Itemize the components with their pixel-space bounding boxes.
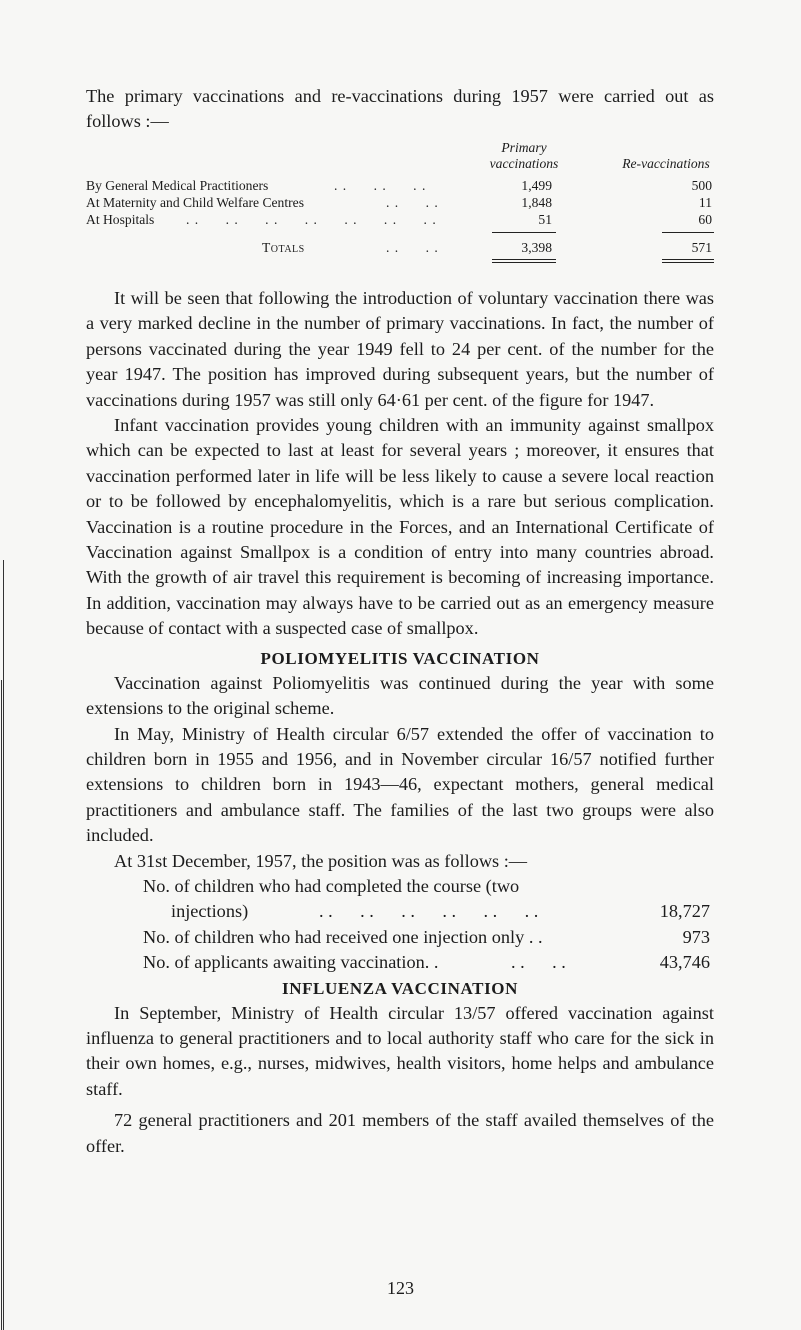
subtotal-rule-primary bbox=[492, 232, 556, 233]
totals-row bbox=[86, 239, 714, 256]
stat-line: injections) . . . . . . . . . . . . 18,727 bbox=[143, 899, 714, 924]
revacc-value: 60 bbox=[698, 212, 712, 227]
page-number: 123 bbox=[387, 1278, 414, 1298]
polio-paragraph-2: In May, Ministry of Health circular 6/57 extended the offer of vaccination to children born in 1955 and 1956, and in November circular 16/57 notified further extensions to children born in 1943—46, expectant mothers, general medical practitioners and ambulance staff. The families of the last two groups were also included. bbox=[86, 723, 714, 846]
row-label: At Maternity and Child Welfare Centres bbox=[86, 195, 304, 210]
stat-line: No. of applicants awaiting vaccination. . . . . . 43,746 bbox=[143, 950, 714, 975]
paragraph-decline: It will be seen that following the introduction of voluntary vaccination there was a very marked decline in the number of primary vaccinations. In fact, the number of persons vaccinated during the year 1949 fell to 24 per cent. of the number for the year 1947. The position has improved during subsequent years, but the number of vaccinations during 1957 was still only 64·61 per cent. of the figure for 1947. bbox=[86, 288, 714, 410]
table-row bbox=[86, 194, 714, 211]
leader-dots: . . . . bbox=[386, 240, 439, 255]
subtotal-rule-revacc bbox=[662, 232, 714, 233]
influenza-heading: INFLUENZA VACCINATION bbox=[281, 978, 518, 998]
intro-paragraph: The primary vaccinations and re-vaccinations during 1957 were carried out as follows :— bbox=[86, 86, 714, 132]
polio-paragraph-1: Vaccination against Poliomyelitis was continued during the year with some extensions to the original scheme. bbox=[86, 672, 714, 719]
revaccination-header: Re-vaccinations bbox=[622, 156, 710, 171]
revacc-value: 500 bbox=[691, 178, 712, 193]
total-rule-revacc-1 bbox=[662, 259, 714, 260]
total-primary-value: 3,398 bbox=[521, 240, 552, 255]
paragraph-infant-vaccination: Infant vaccination provides young children with an immunity against smallpox which can be expected to last at least for several years ; moreover, it ensures that vaccination performed later in life will be less likely to cause a severe local reaction or to be followed by encephalomyelitis, which is a rare but serious complication. Vaccination is a routine procedure in the Forces, and an International Certificate of Vaccination against Smallpox is a condition of entry into many countries abroad. With the growth of air travel this requirement is becoming of increasing importance. In addition, vaccination may always have to be carried out as an emergency measure because of contact with a suspected case of smallpox. bbox=[86, 415, 714, 639]
leader-dots: . . . . . . . . . . . . bbox=[319, 901, 539, 922]
page-edge-binding bbox=[0, 0, 6, 1330]
influenza-paragraph-2: 72 general practitioners and 201 members of the staff availed themselves of the offer. bbox=[86, 1110, 714, 1156]
primary-value: 51 bbox=[538, 212, 552, 227]
stat-value: 43,746 bbox=[659, 952, 710, 973]
polio-heading: POLIOMYELITIS VACCINATION bbox=[260, 648, 540, 668]
totals-label: Totals bbox=[262, 240, 305, 255]
stat-line: No. of children who had received one injection only . . 973 bbox=[143, 925, 714, 950]
total-rule-primary-2 bbox=[492, 262, 556, 263]
leader-dots: . . . . bbox=[511, 952, 566, 973]
primary-value: 1,848 bbox=[521, 195, 552, 210]
total-rule-primary-1 bbox=[492, 259, 556, 260]
leader-dots: . . . . bbox=[386, 195, 439, 210]
leader-dots: . . . . . . bbox=[334, 178, 427, 193]
revacc-value: 11 bbox=[698, 195, 712, 210]
primary-header: Primary vaccinations bbox=[489, 140, 559, 171]
document-page bbox=[86, 84, 714, 1156]
total-rule-revacc-2 bbox=[662, 262, 714, 263]
primary-value: 1,499 bbox=[521, 178, 552, 193]
row-label: At Hospitals bbox=[86, 212, 155, 227]
influenza-paragraph-1: In September, Ministry of Health circular 13/57 offered vaccination against influenza to general practitioners and to local authority staff who care for the sick in their own homes, e.g., nurses, midwives, health visitors, home helps and ambulance staff. bbox=[86, 1002, 714, 1099]
polio-stats bbox=[86, 874, 714, 976]
leader-dots: . . . . . . . . . . . . . . bbox=[186, 212, 437, 227]
polio-paragraph-3: At 31st December, 1957, the position was as follows :— bbox=[114, 850, 528, 871]
stat-line: No. of children who had completed the course (two bbox=[143, 875, 520, 896]
table-row bbox=[86, 177, 714, 194]
stat-value: 18,727 bbox=[659, 901, 710, 922]
table-row bbox=[86, 211, 714, 228]
body-text bbox=[86, 286, 714, 1159]
stat-value: 973 bbox=[682, 926, 710, 947]
row-label: By General Medical Practitioners bbox=[86, 178, 269, 193]
total-revacc-value: 571 bbox=[691, 240, 712, 255]
